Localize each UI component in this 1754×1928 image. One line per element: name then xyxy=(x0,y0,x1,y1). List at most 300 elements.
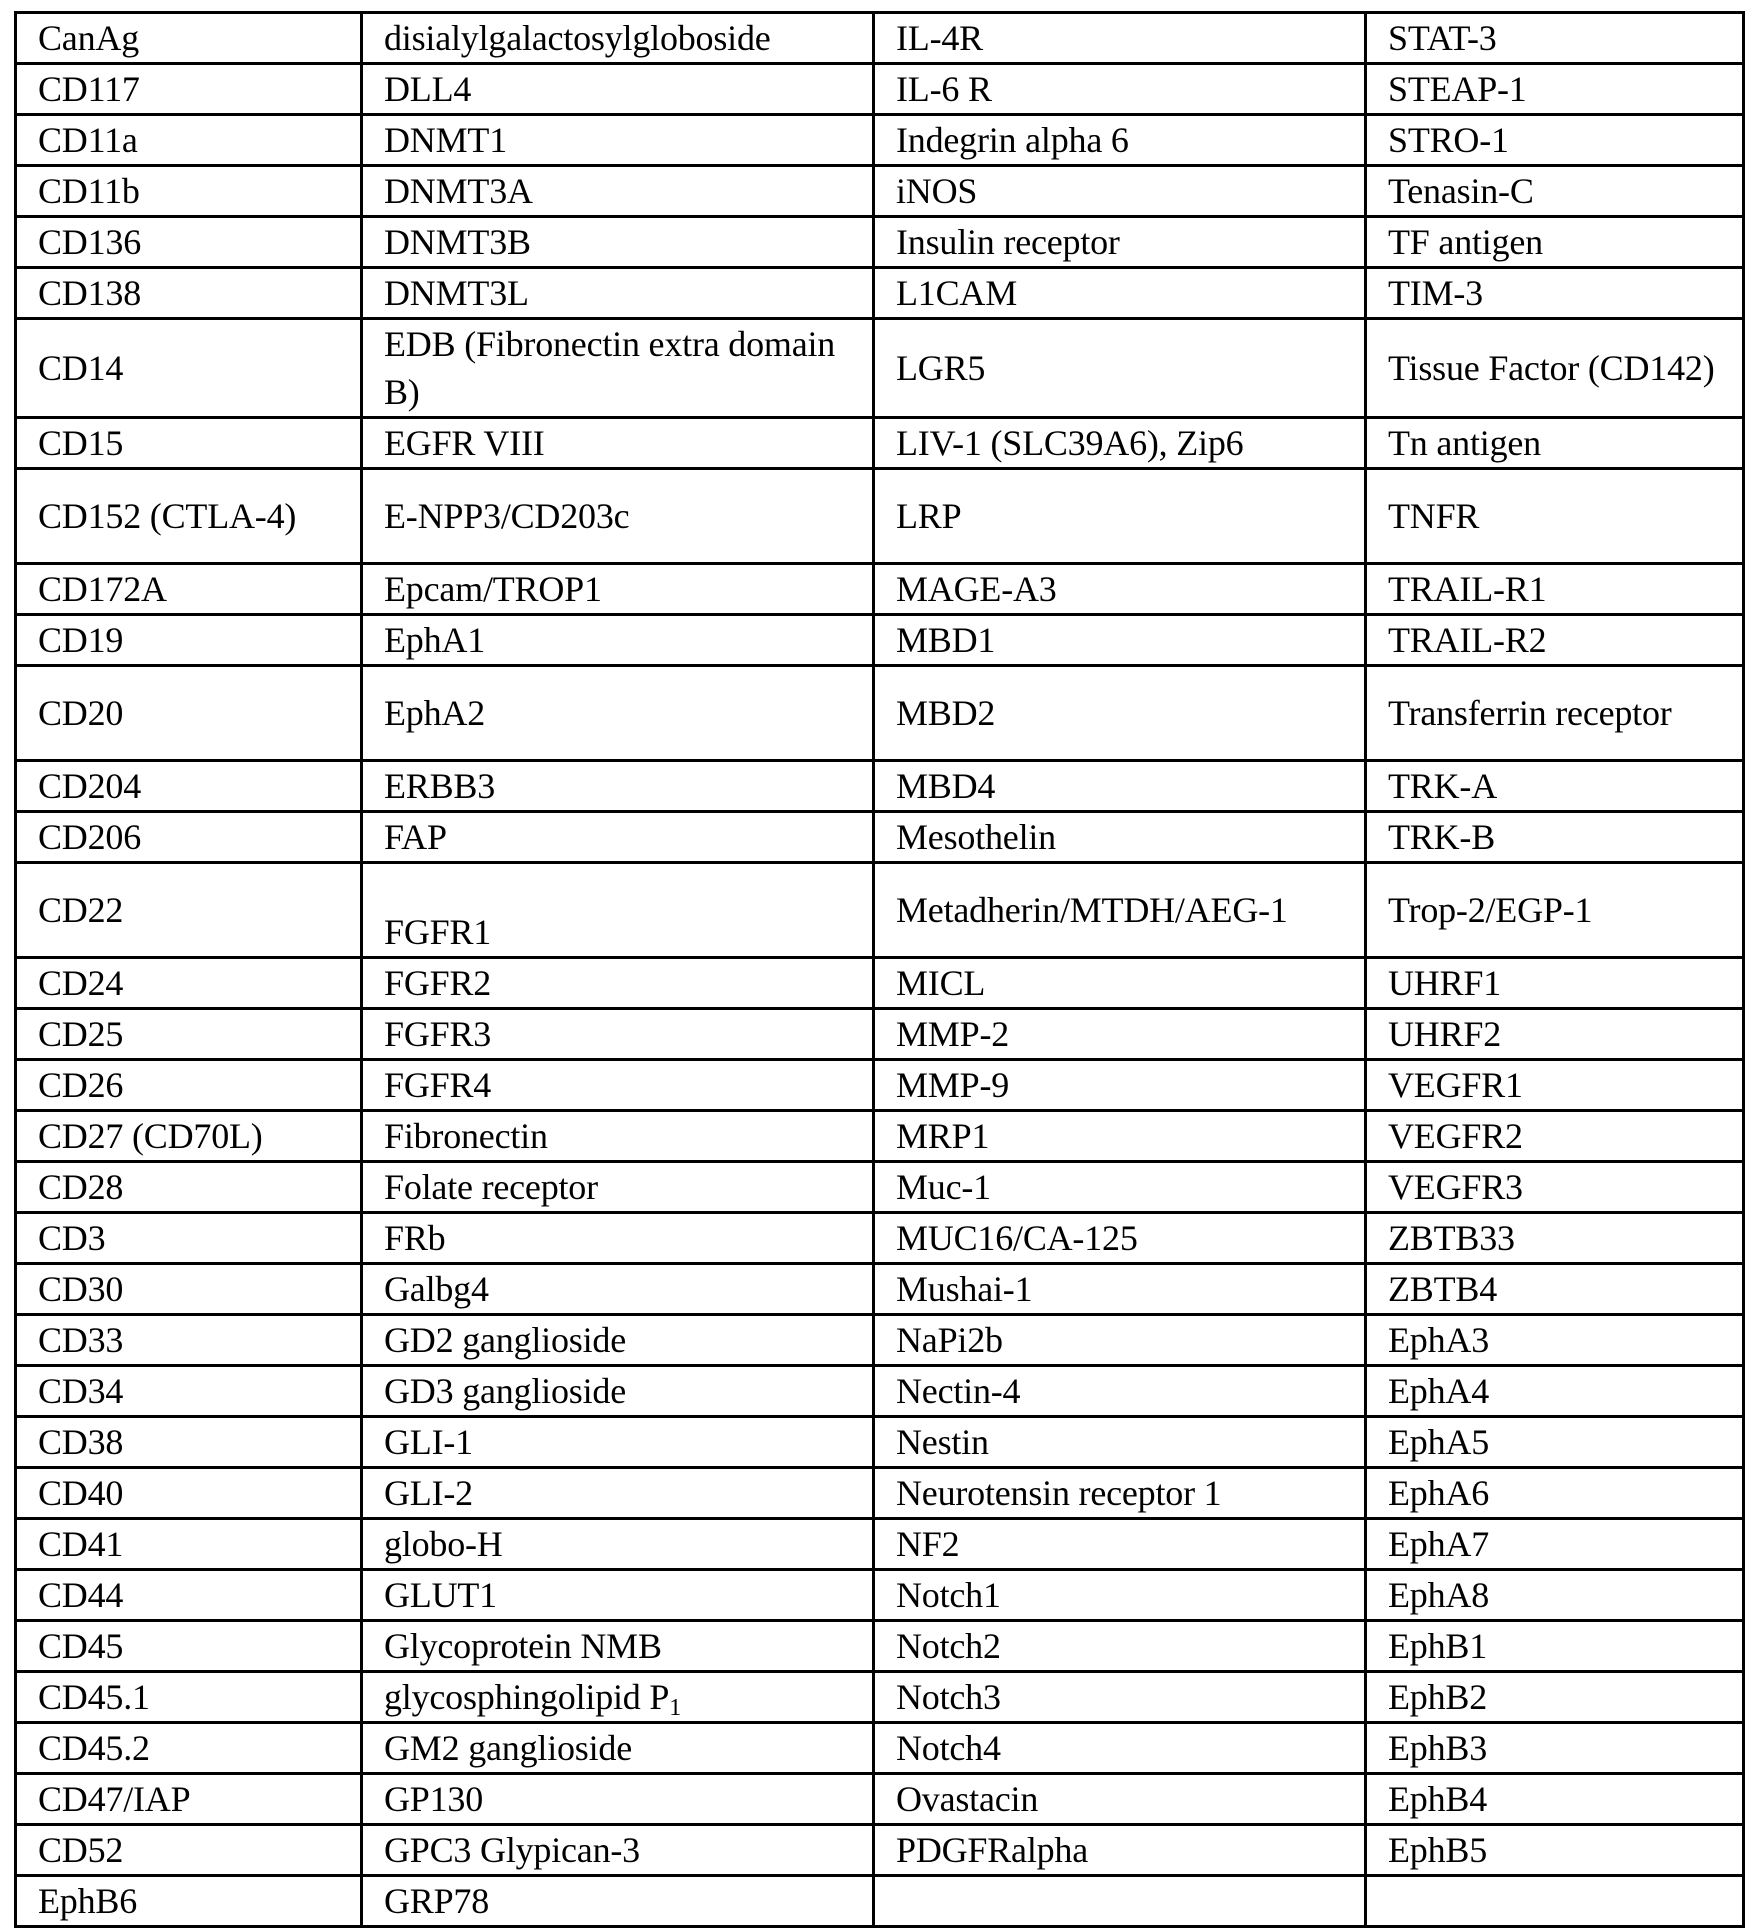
cell-text: DNMT3B xyxy=(384,222,531,262)
cell-text: MICL xyxy=(896,963,986,1003)
table-body xyxy=(16,13,1744,1927)
cell-text: CD44 xyxy=(38,1575,124,1615)
cell-text: NaPi2b xyxy=(896,1320,1003,1360)
cell-text: CD47/IAP xyxy=(38,1779,191,1819)
table-cell-col-1 xyxy=(16,615,362,666)
table-cell-col-2 xyxy=(362,1723,874,1774)
cell-text: CD204 xyxy=(38,766,142,806)
table-row xyxy=(16,1672,1744,1723)
table-row xyxy=(16,666,1744,761)
table-cell-col-3 xyxy=(874,1315,1366,1366)
table-cell-col-4 xyxy=(1366,1060,1744,1111)
table-cell-col-4 xyxy=(1366,1009,1744,1060)
table-cell-col-1 xyxy=(16,1315,362,1366)
table-cell-col-4 xyxy=(1366,863,1744,958)
table-cell-col-3 xyxy=(874,1213,1366,1264)
cell-text: FAP xyxy=(384,817,447,857)
cell-text: iNOS xyxy=(896,171,978,211)
cell-text: UHRF2 xyxy=(1388,1014,1502,1054)
table-row xyxy=(16,812,1744,863)
cell-text: TF antigen xyxy=(1388,222,1543,262)
table-cell-col-2 xyxy=(362,217,874,268)
cell-text: FGFR3 xyxy=(384,1014,492,1054)
table-cell-col-2 xyxy=(362,958,874,1009)
cell-text: GP130 xyxy=(384,1779,484,1819)
table-row xyxy=(16,1366,1744,1417)
cell-text: Transferrin receptor xyxy=(1388,693,1672,733)
cell-text: VEGFR1 xyxy=(1388,1065,1523,1105)
cell-text: FGFR1 xyxy=(384,912,492,952)
table-cell-col-1 xyxy=(16,115,362,166)
table-cell-col-3 xyxy=(874,319,1366,418)
table-cell-col-2 xyxy=(362,812,874,863)
table-cell-col-1 xyxy=(16,1570,362,1621)
table-cell-col-2 xyxy=(362,1468,874,1519)
table-row xyxy=(16,115,1744,166)
table-cell-col-3 xyxy=(874,115,1366,166)
table-cell-col-3 xyxy=(874,217,1366,268)
table-row xyxy=(16,418,1744,469)
cell-text: TNFR xyxy=(1388,496,1480,536)
table-row xyxy=(16,863,1744,958)
table-cell-col-2 xyxy=(362,64,874,115)
table-cell-col-3 xyxy=(874,863,1366,958)
table-cell-col-3 xyxy=(874,666,1366,761)
table-cell-col-4 xyxy=(1366,564,1744,615)
cell-text: CD27 (CD70L) xyxy=(38,1116,263,1156)
table-cell-col-3 xyxy=(874,1672,1366,1723)
table-row xyxy=(16,1162,1744,1213)
table-cell-col-2 xyxy=(362,1162,874,1213)
cell-text: PDGFRalpha xyxy=(896,1830,1089,1870)
table-cell-col-2 xyxy=(362,1519,874,1570)
table-cell-col-3 xyxy=(874,13,1366,64)
table-cell-col-4 xyxy=(1366,217,1744,268)
cell-text: globo-H xyxy=(384,1524,503,1564)
table-cell-col-4 xyxy=(1366,1315,1744,1366)
cell-text: CD40 xyxy=(38,1473,124,1513)
table-cell-col-4 xyxy=(1366,1621,1744,1672)
cell-text: FGFR4 xyxy=(384,1065,492,1105)
table-cell-col-1 xyxy=(16,1417,362,1468)
table-cell-col-1 xyxy=(16,1774,362,1825)
table-cell-col-1 xyxy=(16,1519,362,1570)
cell-text: DNMT1 xyxy=(384,120,507,160)
table-cell-col-2 xyxy=(362,1417,874,1468)
table-cell-col-1 xyxy=(16,1111,362,1162)
cell-text: TIM-3 xyxy=(1388,273,1483,313)
table-cell-col-4 xyxy=(1366,1825,1744,1876)
cell-text: IL-4R xyxy=(896,18,983,58)
table-cell-col-4 xyxy=(1366,1264,1744,1315)
table-cell-col-3 xyxy=(874,564,1366,615)
cell-text: MMP-2 xyxy=(896,1014,1010,1054)
cell-text: ZBTB33 xyxy=(1388,1218,1515,1258)
table-row xyxy=(16,1417,1744,1468)
table-cell-col-4 xyxy=(1366,1774,1744,1825)
table-cell-col-4 xyxy=(1366,13,1744,64)
table-cell-col-4 xyxy=(1366,319,1744,418)
table-cell-col-3 xyxy=(874,1366,1366,1417)
table-row xyxy=(16,166,1744,217)
cell-text: Glycoprotein NMB xyxy=(384,1626,662,1666)
cell-text: CD34 xyxy=(38,1371,124,1411)
cell-text: CD26 xyxy=(38,1065,124,1105)
cell-text: Fibronectin xyxy=(384,1116,548,1156)
cell-text: CD33 xyxy=(38,1320,124,1360)
cell-text: MBD4 xyxy=(896,766,996,806)
cell-text: EphB3 xyxy=(1388,1728,1488,1768)
table-cell-col-1 xyxy=(16,319,362,418)
table-cell-col-2 xyxy=(362,469,874,564)
cell-text: CD30 xyxy=(38,1269,124,1309)
table-cell-col-4 xyxy=(1366,1672,1744,1723)
cell-text: CD45 xyxy=(38,1626,124,1666)
table-cell-col-4 xyxy=(1366,166,1744,217)
cell-text: CD20 xyxy=(38,693,124,733)
cell-text: Metadherin/MTDH/AEG-1 xyxy=(896,890,1288,930)
table-cell-col-2 xyxy=(362,1825,874,1876)
cell-text: Ovastacin xyxy=(896,1779,1039,1819)
cell-text: Notch2 xyxy=(896,1626,1001,1666)
cell-text: Notch3 xyxy=(896,1677,1001,1717)
cell-text: CD117 xyxy=(38,69,140,109)
cell-text: TRAIL-R2 xyxy=(1388,620,1547,660)
table-cell-col-3 xyxy=(874,1111,1366,1162)
table-row xyxy=(16,1825,1744,1876)
cell-text: Notch4 xyxy=(896,1728,1001,1768)
table-cell-col-2 xyxy=(362,564,874,615)
cell-text: STEAP-1 xyxy=(1388,69,1527,109)
table-cell-col-2 xyxy=(362,115,874,166)
cell-text: CD24 xyxy=(38,963,124,1003)
table-cell-col-1 xyxy=(16,1060,362,1111)
table-row xyxy=(16,469,1744,564)
cell-text: GD3 ganglioside xyxy=(384,1371,626,1411)
table-row xyxy=(16,268,1744,319)
cell-text: EphA6 xyxy=(1388,1473,1489,1513)
table-row xyxy=(16,1213,1744,1264)
cell-text: CD14 xyxy=(38,348,124,388)
table-row xyxy=(16,564,1744,615)
cell-text: GLI-1 xyxy=(384,1422,473,1462)
table-cell-col-3 xyxy=(874,1723,1366,1774)
table-row xyxy=(16,615,1744,666)
cell-text: CD19 xyxy=(38,620,124,660)
cell-subscript: 1 xyxy=(669,1695,682,1721)
cell-text: CD206 xyxy=(38,817,142,857)
table-cell-col-2 xyxy=(362,1366,874,1417)
cell-text: L1CAM xyxy=(896,273,1018,313)
cell-text: Trop-2/EGP-1 xyxy=(1388,890,1593,930)
cell-text: LRP xyxy=(896,496,962,536)
cell-text: GRP78 xyxy=(384,1881,490,1921)
table-cell-col-4 xyxy=(1366,761,1744,812)
table-cell-col-2 xyxy=(362,1111,874,1162)
cell-text: DNMT3A xyxy=(384,171,533,211)
table-cell-col-2 xyxy=(362,268,874,319)
cell-text: GLI-2 xyxy=(384,1473,473,1513)
table-cell-col-1 xyxy=(16,1825,362,1876)
table-cell-col-1 xyxy=(16,1213,362,1264)
cell-text: E-NPP3/CD203c xyxy=(384,496,630,536)
table-cell-col-3 xyxy=(874,1876,1366,1927)
cell-text: Folate receptor xyxy=(384,1167,598,1207)
cell-text: EDB (Fibronectin extra domain B) xyxy=(384,324,836,412)
cell-text: Tenasin-C xyxy=(1388,171,1534,211)
table-cell-col-2 xyxy=(362,761,874,812)
table-cell-col-1 xyxy=(16,812,362,863)
cell-text: EphA2 xyxy=(384,693,485,733)
table-cell-col-4 xyxy=(1366,469,1744,564)
cell-text: Neurotensin receptor 1 xyxy=(896,1473,1222,1513)
cell-text: GM2 ganglioside xyxy=(384,1728,632,1768)
cell-text: Nectin-4 xyxy=(896,1371,1021,1411)
cell-text: EGFR VIII xyxy=(384,423,545,463)
table-cell-col-4 xyxy=(1366,64,1744,115)
antigen-table xyxy=(14,11,1745,1928)
cell-text: CD41 xyxy=(38,1524,124,1564)
table-cell-col-1 xyxy=(16,1366,362,1417)
cell-text: CD45.1 xyxy=(38,1677,150,1717)
cell-text: Tissue Factor (CD142) xyxy=(1388,348,1715,388)
table-row xyxy=(16,1621,1744,1672)
cell-text: EphA5 xyxy=(1388,1422,1489,1462)
table-cell-col-1 xyxy=(16,13,362,64)
table-cell-col-2 xyxy=(362,1213,874,1264)
table-cell-col-4 xyxy=(1366,1570,1744,1621)
table-cell-col-4 xyxy=(1366,1876,1744,1927)
table-cell-col-2 xyxy=(362,615,874,666)
table-cell-col-4 xyxy=(1366,812,1744,863)
table-cell-col-1 xyxy=(16,1264,362,1315)
table-cell-col-4 xyxy=(1366,268,1744,319)
table-cell-col-1 xyxy=(16,64,362,115)
table-cell-col-4 xyxy=(1366,958,1744,1009)
cell-text: EphB4 xyxy=(1388,1779,1488,1819)
cell-text: CD152 (CTLA-4) xyxy=(38,496,297,536)
cell-text: GD2 ganglioside xyxy=(384,1320,626,1360)
cell-text: DNMT3L xyxy=(384,273,529,313)
table-cell-col-3 xyxy=(874,958,1366,1009)
table-cell-col-4 xyxy=(1366,418,1744,469)
cell-text: CanAg xyxy=(38,18,139,58)
cell-text: Tn antigen xyxy=(1388,423,1541,463)
cell-text: CD11a xyxy=(38,120,138,160)
table-row xyxy=(16,761,1744,812)
cell-text: CD11b xyxy=(38,171,140,211)
table-cell-col-4 xyxy=(1366,1111,1744,1162)
cell-text: EphA1 xyxy=(384,620,485,660)
table-cell-col-2 xyxy=(362,1009,874,1060)
cell-text: MBD1 xyxy=(896,620,996,660)
table-row xyxy=(16,1876,1744,1927)
table-cell-col-1 xyxy=(16,268,362,319)
table-cell-col-3 xyxy=(874,615,1366,666)
table-row xyxy=(16,1468,1744,1519)
cell-text: EphA7 xyxy=(1388,1524,1489,1564)
cell-text: CD172A xyxy=(38,569,167,609)
table-cell-col-1 xyxy=(16,666,362,761)
table-cell-col-1 xyxy=(16,958,362,1009)
cell-text: Insulin receptor xyxy=(896,222,1120,262)
table-cell-col-2 xyxy=(362,1774,874,1825)
table-cell-col-3 xyxy=(874,418,1366,469)
cell-text: CD22 xyxy=(38,890,124,930)
cell-text: MBD2 xyxy=(896,693,996,733)
table-cell-col-2 xyxy=(362,1672,874,1723)
table-cell-col-4 xyxy=(1366,666,1744,761)
table-cell-col-3 xyxy=(874,761,1366,812)
table-row xyxy=(16,64,1744,115)
cell-text: GLUT1 xyxy=(384,1575,497,1615)
cell-text: disialylgalactosylgloboside xyxy=(384,18,771,58)
cell-text: Mesothelin xyxy=(896,817,1056,857)
table-cell-col-4 xyxy=(1366,1417,1744,1468)
cell-text: LIV-1 (SLC39A6), Zip6 xyxy=(896,423,1244,463)
table-row xyxy=(16,13,1744,64)
table-cell-col-3 xyxy=(874,1417,1366,1468)
cell-text: STAT-3 xyxy=(1388,18,1497,58)
table-cell-col-1 xyxy=(16,1468,362,1519)
cell-text: EphB1 xyxy=(1388,1626,1488,1666)
cell-text: CD138 xyxy=(38,273,142,313)
cell-text: VEGFR2 xyxy=(1388,1116,1523,1156)
table-cell-col-2 xyxy=(362,319,874,418)
table-cell-col-1 xyxy=(16,1009,362,1060)
table-cell-col-1 xyxy=(16,418,362,469)
cell-text: EphB5 xyxy=(1388,1830,1488,1870)
table-cell-col-1 xyxy=(16,1621,362,1672)
cell-text: MMP-9 xyxy=(896,1065,1010,1105)
table-cell-col-2 xyxy=(362,166,874,217)
cell-text: MUC16/CA-125 xyxy=(896,1218,1138,1258)
cell-text: FRb xyxy=(384,1218,446,1258)
cell-text: MAGE-A3 xyxy=(896,569,1057,609)
table-cell-col-3 xyxy=(874,64,1366,115)
cell-text: Galbg4 xyxy=(384,1269,489,1309)
table-row xyxy=(16,1570,1744,1621)
cell-text: Epcam/TROP1 xyxy=(384,569,602,609)
table-cell-col-2 xyxy=(362,1060,874,1111)
table-cell-col-1 xyxy=(16,469,362,564)
cell-text: CD52 xyxy=(38,1830,124,1870)
cell-text: CD45.2 xyxy=(38,1728,150,1768)
cell-text: DLL4 xyxy=(384,69,472,109)
table-cell-col-1 xyxy=(16,1876,362,1927)
cell-text: EphB2 xyxy=(1388,1677,1488,1717)
table-cell-col-3 xyxy=(874,1009,1366,1060)
cell-text: TRK-B xyxy=(1388,817,1496,857)
table-row xyxy=(16,1060,1744,1111)
table-cell-col-1 xyxy=(16,1723,362,1774)
table-cell-col-1 xyxy=(16,761,362,812)
cell-text: Indegrin alpha 6 xyxy=(896,120,1129,160)
table-cell-col-2 xyxy=(362,666,874,761)
cell-text: EphA8 xyxy=(1388,1575,1489,1615)
cell-text: NF2 xyxy=(896,1524,960,1564)
cell-text: STRO-1 xyxy=(1388,120,1509,160)
cell-text: Notch1 xyxy=(896,1575,1001,1615)
table-cell-col-2 xyxy=(362,1570,874,1621)
cell-text: FGFR2 xyxy=(384,963,492,1003)
table-cell-col-3 xyxy=(874,812,1366,863)
cell-text: CD3 xyxy=(38,1218,106,1258)
cell-text: ZBTB4 xyxy=(1388,1269,1498,1309)
cell-text: MRP1 xyxy=(896,1116,990,1156)
table-cell-col-1 xyxy=(16,564,362,615)
table-cell-col-4 xyxy=(1366,1468,1744,1519)
cell-text: Nestin xyxy=(896,1422,989,1462)
table-cell-col-3 xyxy=(874,1621,1366,1672)
cell-text: EphA3 xyxy=(1388,1320,1489,1360)
table-cell-col-2 xyxy=(362,863,874,958)
table-cell-col-2 xyxy=(362,418,874,469)
table-cell-col-2 xyxy=(362,13,874,64)
cell-text: IL-6 R xyxy=(896,69,992,109)
table-cell-col-4 xyxy=(1366,615,1744,666)
table-cell-col-1 xyxy=(16,1672,362,1723)
table-cell-col-4 xyxy=(1366,1519,1744,1570)
table-cell-col-3 xyxy=(874,469,1366,564)
cell-text: glycosphingolipid P xyxy=(384,1677,670,1717)
table-cell-col-3 xyxy=(874,1264,1366,1315)
table-cell-col-3 xyxy=(874,1162,1366,1213)
table-row xyxy=(16,319,1744,418)
table-cell-col-3 xyxy=(874,1570,1366,1621)
table-cell-col-2 xyxy=(362,1621,874,1672)
cell-text: TRK-A xyxy=(1388,766,1497,806)
table-row xyxy=(16,1009,1744,1060)
table-cell-col-1 xyxy=(16,1162,362,1213)
table-cell-col-3 xyxy=(874,1060,1366,1111)
table-row xyxy=(16,217,1744,268)
cell-text: Muc-1 xyxy=(896,1167,991,1207)
table-row xyxy=(16,1315,1744,1366)
cell-text: EphB6 xyxy=(38,1881,138,1921)
table-row xyxy=(16,1264,1744,1315)
cell-text: LGR5 xyxy=(896,348,986,388)
table-cell-col-4 xyxy=(1366,115,1744,166)
table-cell-col-1 xyxy=(16,863,362,958)
table-row xyxy=(16,1111,1744,1162)
table-cell-col-1 xyxy=(16,166,362,217)
table-row xyxy=(16,1519,1744,1570)
table-cell-col-4 xyxy=(1366,1366,1744,1417)
cell-text: TRAIL-R1 xyxy=(1388,569,1547,609)
table-cell-col-3 xyxy=(874,1519,1366,1570)
table-cell-col-2 xyxy=(362,1315,874,1366)
table-row xyxy=(16,1723,1744,1774)
table-cell-col-4 xyxy=(1366,1723,1744,1774)
table-cell-col-4 xyxy=(1366,1162,1744,1213)
cell-text: Mushai-1 xyxy=(896,1269,1033,1309)
table-row xyxy=(16,958,1744,1009)
table-cell-col-4 xyxy=(1366,1213,1744,1264)
table-cell-col-3 xyxy=(874,166,1366,217)
table-cell-col-3 xyxy=(874,1825,1366,1876)
table-cell-col-3 xyxy=(874,268,1366,319)
table-cell-col-2 xyxy=(362,1876,874,1927)
cell-text: VEGFR3 xyxy=(1388,1167,1523,1207)
cell-text: ERBB3 xyxy=(384,766,496,806)
table-cell-col-3 xyxy=(874,1468,1366,1519)
cell-text: CD15 xyxy=(38,423,124,463)
table-row xyxy=(16,1774,1744,1825)
table-cell-col-3 xyxy=(874,1774,1366,1825)
cell-text: CD28 xyxy=(38,1167,124,1207)
cell-text: CD25 xyxy=(38,1014,124,1054)
